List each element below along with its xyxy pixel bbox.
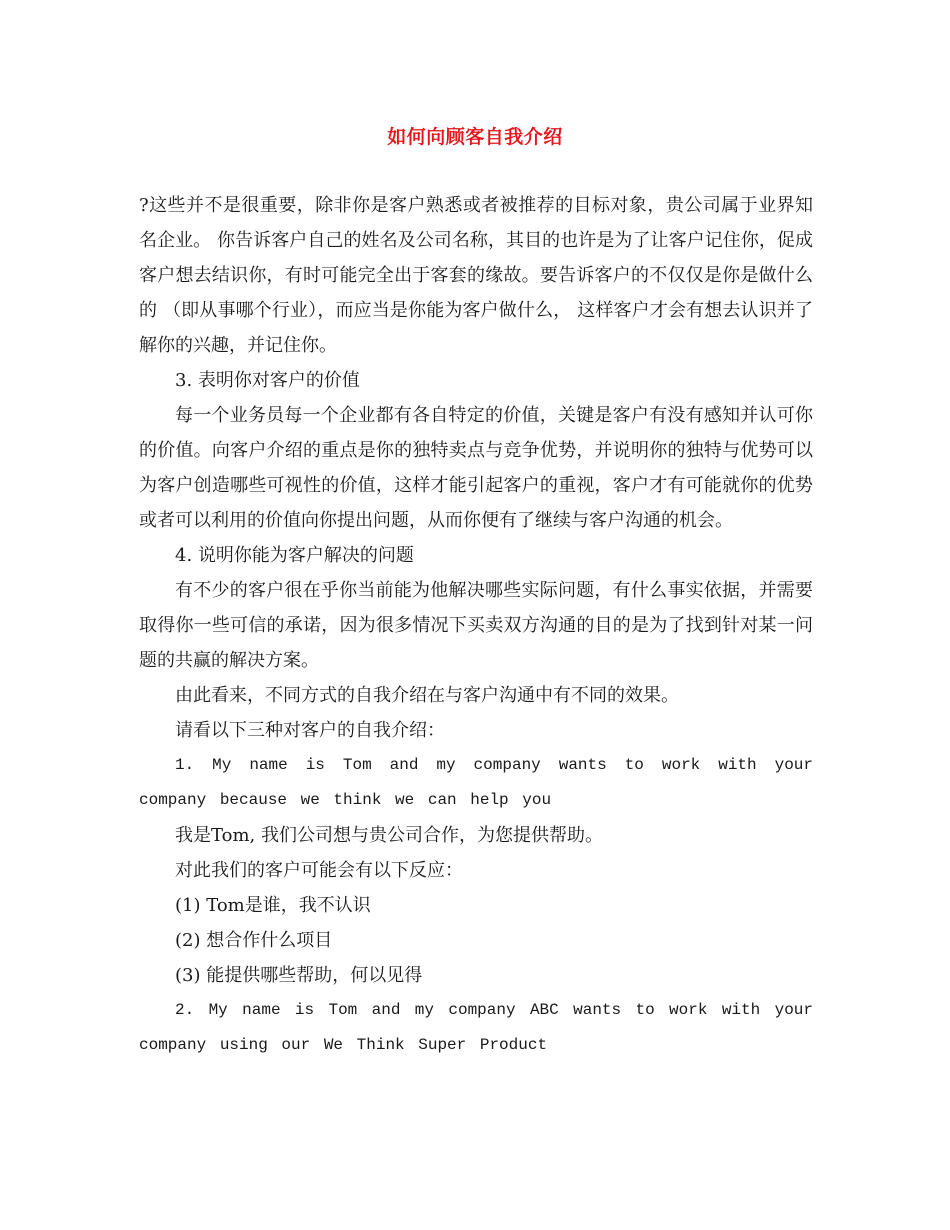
reactions-intro: 对此我们的客户可能会有以下反应：	[175, 860, 463, 881]
paragraph-examples-intro: 请看以下三种对客户的自我介绍：	[175, 720, 445, 741]
document-title: 如何向顾客自我介绍	[387, 126, 563, 148]
reaction-item-3: (3) 能提供哪些帮助，何以见得	[175, 965, 423, 986]
example-1-chinese: 我是Tom, 我们公司想与贵公司合作，为您提供帮助。	[175, 825, 603, 846]
paragraph-value: 每一个业务员每一个企业都有各自特定的价值，关键是客户有没有感知并认可你的价值。向客户介绍的重点是你的独特卖点与竞争优势，并说明你的独特与优势可以为客户创造哪些可视性的价值，这样才能引起客户的重视，客户才有可能就你的优势或者可以利用的价值向你提出问题，从而你便有了继续与客户沟通的机会。	[139, 405, 813, 531]
example-2-english: 2. My name is Tom and my company ABC wants to work with your company using our We Think Super Product	[139, 1001, 813, 1054]
reaction-item-2: (2) 想合作什么项目	[175, 930, 333, 951]
reaction-item-1: (1) Tom是谁，我不认识	[175, 895, 371, 916]
example-1-english: 1. My name is Tom and my company wants to work with your company because we think we can help you	[139, 756, 813, 809]
paragraph-intro: ?这些并不是很重要，除非你是客户熟悉或者被推荐的目标对象，贵公司属于业界知名企业。 你告诉客户自己的姓名及公司名称，其目的也许是为了让客户记住你，促成客户想去结识你，有时可能完全出于客套的缘故。要告诉客户的不仅仅是你是做什么的 （即从事哪个行业），而应当是你能为客户做什么， 这样客户才会有想去认识并了解你的兴趣，并记住你。	[139, 195, 813, 356]
paragraph-conclusion: 由此看来，不同方式的自我介绍在与客户沟通中有不同的效果。	[175, 685, 679, 706]
section-heading-3: 3. 表明你对客户的价值	[175, 370, 360, 391]
section-heading-4: 4. 说明你能为客户解决的问题	[175, 545, 414, 566]
document-body	[139, 188, 813, 1063]
paragraph-problems: 有不少的客户很在乎你当前能为他解决哪些实际问题，有什么事实依据，并需要取得你一些可信的承诺，因为很多情况下买卖双方沟通的目的是为了找到针对某一问题的共赢的解决方案。	[139, 580, 813, 671]
